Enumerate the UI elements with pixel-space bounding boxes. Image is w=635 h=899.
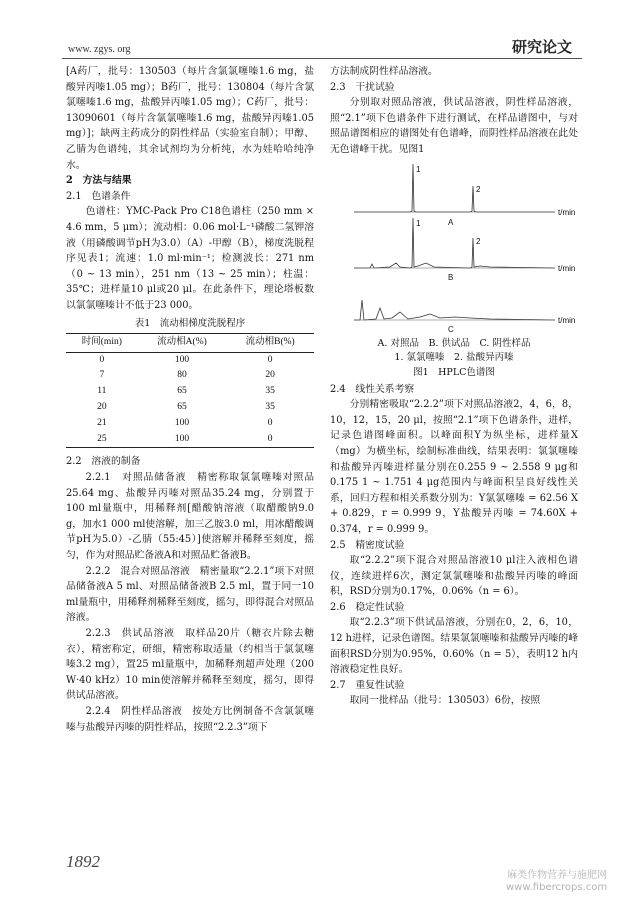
section-title: 研究论文 (512, 38, 573, 56)
gradient-table (66, 333, 314, 448)
table-cell: 100 (174, 354, 190, 365)
panel-label-a: A (448, 217, 454, 227)
chromatogram-trace-c (354, 300, 555, 320)
chromatography-heading: 2.1 色谱条件 (66, 190, 131, 202)
watermark (506, 870, 607, 894)
table-header-cell: 流动相A(%) (138, 334, 227, 353)
right-column (330, 64, 578, 709)
figure-caption: 图1 HPLC色谱图 (413, 366, 495, 378)
table-cell: 65 (177, 386, 187, 397)
table-row (66, 352, 314, 368)
linearity-paragraph: 分别精密吸取“2.2.2”项下对照品溶液2，4，6，8，10，12，15，20 μl，按照“2.1”项下色谱条件，进样，记录色谱图峰面积。以峰面积Y为纵坐标，进样量X（mg）为横坐标，绘制标准曲线，结果表明：氯氯噻嗪和盐酸异丙嗪进样量分别在0.255 9 ~ 2.558 9 μg和0.175 1 ~ 1.751 4 μg范围内与峰面积呈良好线性关系，回归方程和相关系数分别为：Y氯氯噻嗪 = 62.56 X + 0.829，r = 0.999 9，Y盐酸异丙嗪 = 74.60X + 0.374，r = 0.999 9。 (330, 399, 578, 535)
table-cell: 65 (177, 402, 187, 413)
mixed-reference-paragraph: 2.2.2 混合对照品溶液 精密量取“2.2.1”项下对照品储备液A 5 ml、对照品储备液B 2.5 ml，置于同一10 ml量瓶中，用稀释剂稀释至刻度，摇匀，即得混合对照品溶液。 (66, 565, 314, 624)
table-cell: 21 (97, 417, 107, 428)
peak-label-2-b: 2 (476, 236, 481, 246)
hplc-figure (330, 160, 578, 382)
table-row (66, 400, 314, 416)
linearity-heading: 2.4 线性关系考察 (330, 383, 415, 395)
table-cell: 20 (97, 402, 107, 413)
table-cell: 0 (267, 417, 273, 428)
axis-unit-c: t/min (558, 315, 576, 325)
chromatogram-graphic (330, 160, 578, 330)
table-cell: 35 (265, 386, 275, 397)
stability-heading: 2.6 稳定性试验 (330, 601, 405, 613)
table-cell: 35 (265, 402, 275, 413)
interference-heading: 2.3 干扰试验 (330, 81, 395, 93)
table-cell: 100 (138, 432, 227, 448)
stability-paragraph: 取“2.2.3”项下供试品溶液，分别在0，2，6，10，12 h进样，记录色谱图。结果氯氯噻嗪和盐酸异丙嗪的峰面积RSD分别为0.95%，0.60%（n = 5），表明12 h内溶液稳定性良好。 (330, 617, 578, 676)
peak-label-1-b: 1 (416, 218, 421, 228)
table-row (66, 384, 314, 400)
figure-legend-samples: A. 对照品 B. 供试品 C. 阴性样品 (377, 337, 531, 349)
table-cell: 7 (99, 370, 105, 381)
solution-prep-heading: 2.2 溶液的制备 (66, 456, 141, 468)
table-cell: 20 (265, 370, 275, 381)
chromatography-paragraph: 色谱柱：YMC-Pack Pro C18色谱柱（250 mm × 4.6 mm，5 μm）；流动相：0.06 mol·L⁻¹磷酸二氢钾溶液（用磷酸调节pH为3.0）（A）-甲醇（B），梯度洗脱程序见表1；流速：1.0 ml·min⁻¹；检测波长：271 nm（0 ~ 13 min），251 nm（13 ~ 25 min）；柱温：35℃；进样量10 μl或20 μl。在此条件下，理论塔板数以氯氯噻嗪计不低于23 000。 (66, 206, 314, 311)
reagents-paragraph: [A药厂，批号：130503（每片含氯氯噻嗪1.6 mg，盐酸异丙嗪1.05 mg）；B药厂，批号：130804（每片含氯氯噻嗪1.6 mg，盐酸异丙嗪1.05 mg）；C药厂，批号：13090601（每片含氯氯噻嗪1.6 mg，盐酸异丙嗪1.05 mg）]；缺两主药成分的阴性样品（实验室自制）；甲醇、乙腈为色谱纯，其余试剂均为分析纯，水为娃哈哈纯净水。 (66, 66, 314, 171)
journal-url: www. zgys. org (68, 44, 131, 55)
table-row (66, 416, 314, 432)
peak-label-2-a: 2 (476, 184, 481, 194)
left-column (66, 64, 314, 735)
repeatability-heading: 2.7 重复性试验 (330, 679, 405, 691)
methods-heading: 2 方法与结果 (66, 175, 132, 187)
table-cell: 80 (177, 370, 187, 381)
figure-legend-peaks: 1. 氯氯噻嗪 2. 盐酸异丙嗪 (394, 351, 514, 363)
page-number: 1892 (66, 852, 100, 871)
header-rule (62, 58, 582, 59)
axis-unit-a: t/min (558, 207, 576, 217)
watermark-line-1: 麻类作物营养与施肥网 (507, 870, 608, 881)
peak-label-1-a: 1 (416, 164, 421, 174)
test-solution-paragraph: 2.2.3 供试品溶液 取样品20片（糖衣片除去糖衣），精密称定，研细，精密称取适量（约相当于氯氯噻嗪3.2 mg），置25 ml量瓶中，加稀释剂超声处理（200 W·40 kHz）10 min使溶解并稀释至刻度，摇匀，即得供试品溶液。 (66, 628, 314, 702)
table-caption: 表1 流动相梯度洗脱程序 (134, 317, 246, 329)
stock-solution-paragraph: 2.2.1 对照品储备液 精密称取氯氯噻嗪对照品25.64 mg、盐酸异丙嗪对照品35.24 mg，分别置于100 ml量瓶中，用稀释剂[醋酸钠溶液（取醋酸钠9.0 g，加水1 000 ml使溶解，加三乙胺3.0 ml，用冰醋酸调节pH为5.0）-乙腈（55:45）]使溶解并稀释至刻度，摇匀，作为对照品贮备液A和对照品贮备液B。 (66, 472, 314, 562)
continued-paragraph: 方法制成阴性样品溶液。 (330, 66, 438, 77)
panel-label-c: C (448, 324, 454, 334)
table-row (66, 368, 314, 384)
precision-paragraph: 取“2.2.2”项下混合对照品溶液10 μl注入液相色谱仪，连续进样6次，测定氯氯噻嗪和盐酸异丙嗪的峰面积，RSD分别为0.17%，0.06%（n = 6）。 (330, 555, 578, 598)
table-cell: 100 (174, 417, 190, 428)
table-cell: 0 (99, 354, 105, 365)
precision-heading: 2.5 精密度试验 (330, 539, 405, 551)
panel-label-b: B (448, 272, 454, 282)
chromatogram-trace-b (354, 218, 555, 268)
negative-sample-paragraph: 2.2.4 阴性样品溶液 按处方比例制备不含氯氯噻嗪与盐酸异丙嗪的阴性样品，按照“2.2.3”项下 (66, 705, 314, 733)
table-header-cell: 时间(min) (66, 334, 138, 353)
chromatogram-trace-a (354, 164, 555, 212)
watermark-line-2: www.fibercrops.com (506, 882, 608, 893)
table-cell: 25 (66, 432, 138, 448)
axis-unit-b: t/min (558, 263, 576, 273)
table-cell: 11 (97, 386, 107, 397)
table-header-cell: 流动相B(%) (226, 334, 314, 353)
repeatability-paragraph: 取同一批样品（批号：130503）6份，按照 (349, 695, 541, 707)
interference-paragraph: 分别取对照品溶液，供试品溶液，阴性样品溶液，照“2.1”项下色谱条件下进行测试，在样品谱图中，与对照品谱图相应的谱图处有色谱峰，而阴性样品溶液在此处无色谱峰干扰。见图1 (330, 97, 578, 155)
table-row (66, 432, 314, 448)
table-cell: 0 (226, 432, 314, 448)
table-cell: 0 (267, 354, 273, 365)
